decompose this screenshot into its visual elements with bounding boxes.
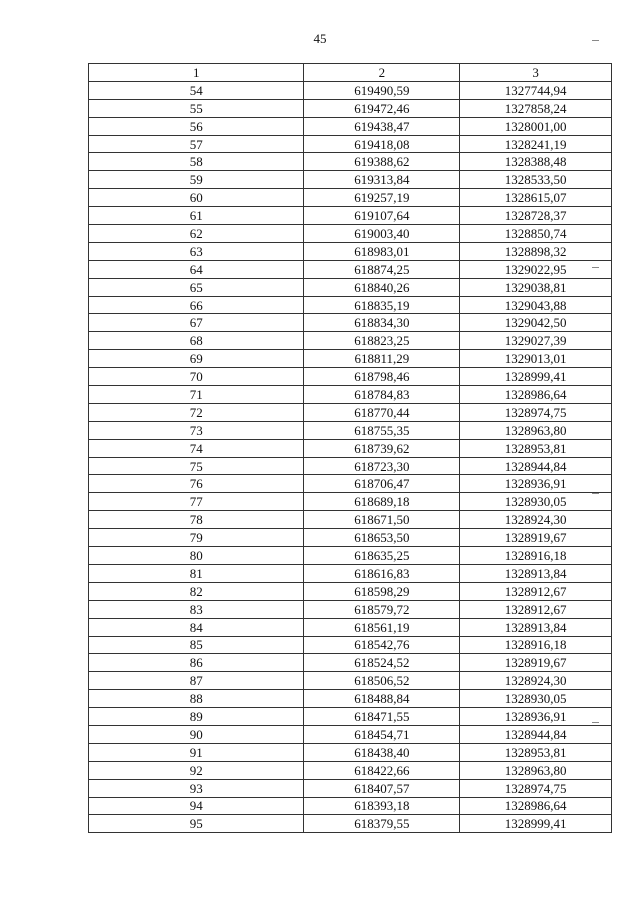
- y-coordinate-cell: 1328919,67: [460, 654, 612, 672]
- table-row: [89, 153, 612, 171]
- point-number-cell: 71: [89, 386, 304, 404]
- x-coordinate-cell: 618506,52: [304, 672, 460, 690]
- point-number-cell: 58: [89, 153, 304, 171]
- x-coordinate-cell: 618422,66: [304, 761, 460, 779]
- point-number-cell: 59: [89, 171, 304, 189]
- x-coordinate-cell: 618835,19: [304, 296, 460, 314]
- point-number-cell: 66: [89, 296, 304, 314]
- table-row: [89, 672, 612, 690]
- table-row: [89, 690, 612, 708]
- table-row: [89, 493, 612, 511]
- point-number-cell: 72: [89, 403, 304, 421]
- y-coordinate-cell: 1329013,01: [460, 350, 612, 368]
- table-row: [89, 332, 612, 350]
- table-row: [89, 117, 612, 135]
- x-coordinate-cell: 618616,83: [304, 564, 460, 582]
- table-row: [89, 725, 612, 743]
- y-coordinate-cell: 1328913,84: [460, 618, 612, 636]
- x-coordinate-cell: 619472,46: [304, 99, 460, 117]
- x-coordinate-cell: 618706,47: [304, 475, 460, 493]
- table-row: [89, 350, 612, 368]
- y-coordinate-cell: 1329022,95: [460, 260, 612, 278]
- y-coordinate-cell: 1328898,32: [460, 242, 612, 260]
- table-row: [89, 314, 612, 332]
- y-coordinate-cell: 1328912,67: [460, 600, 612, 618]
- y-coordinate-cell: 1328963,80: [460, 761, 612, 779]
- y-coordinate-cell: 1328850,74: [460, 225, 612, 243]
- y-coordinate-cell: 1328930,05: [460, 493, 612, 511]
- point-number-cell: 76: [89, 475, 304, 493]
- table-row: [89, 475, 612, 493]
- x-coordinate-cell: 618823,25: [304, 332, 460, 350]
- x-coordinate-cell: 618438,40: [304, 743, 460, 761]
- x-coordinate-cell: 618739,62: [304, 439, 460, 457]
- coordinates-table: [88, 63, 612, 833]
- point-number-cell: 91: [89, 743, 304, 761]
- column-header: 3: [460, 64, 612, 82]
- x-coordinate-cell: 618723,30: [304, 457, 460, 475]
- y-coordinate-cell: 1329038,81: [460, 278, 612, 296]
- y-coordinate-cell: 1328974,75: [460, 779, 612, 797]
- point-number-cell: 61: [89, 207, 304, 225]
- point-number-cell: 95: [89, 815, 304, 833]
- x-coordinate-cell: 618393,18: [304, 797, 460, 815]
- x-coordinate-cell: 619388,62: [304, 153, 460, 171]
- table-row: [89, 403, 612, 421]
- x-coordinate-cell: 618798,46: [304, 368, 460, 386]
- y-coordinate-cell: 1328924,30: [460, 672, 612, 690]
- point-number-cell: 94: [89, 797, 304, 815]
- table-row: [89, 81, 612, 99]
- table-row: [89, 99, 612, 117]
- y-coordinate-cell: 1328924,30: [460, 511, 612, 529]
- point-number-cell: 88: [89, 690, 304, 708]
- y-coordinate-cell: 1328953,81: [460, 439, 612, 457]
- point-number-cell: 85: [89, 636, 304, 654]
- point-number-cell: 73: [89, 421, 304, 439]
- table-row: [89, 421, 612, 439]
- table-row: [89, 582, 612, 600]
- x-coordinate-cell: 618471,55: [304, 708, 460, 726]
- y-coordinate-cell: 1328912,67: [460, 582, 612, 600]
- point-number-cell: 81: [89, 564, 304, 582]
- y-coordinate-cell: 1328533,50: [460, 171, 612, 189]
- x-coordinate-cell: 618379,55: [304, 815, 460, 833]
- y-coordinate-cell: 1328936,91: [460, 475, 612, 493]
- point-number-cell: 89: [89, 708, 304, 726]
- table-row: [89, 761, 612, 779]
- column-header: 2: [304, 64, 460, 82]
- point-number-cell: 62: [89, 225, 304, 243]
- table-row: [89, 779, 612, 797]
- point-number-cell: 77: [89, 493, 304, 511]
- table-row: [89, 260, 612, 278]
- point-number-cell: 92: [89, 761, 304, 779]
- x-coordinate-cell: 618770,44: [304, 403, 460, 421]
- x-coordinate-cell: 618834,30: [304, 314, 460, 332]
- table-row: [89, 278, 612, 296]
- point-number-cell: 93: [89, 779, 304, 797]
- x-coordinate-cell: 619438,47: [304, 117, 460, 135]
- x-coordinate-cell: 618561,19: [304, 618, 460, 636]
- y-coordinate-cell: 1329027,39: [460, 332, 612, 350]
- y-coordinate-cell: 1329042,50: [460, 314, 612, 332]
- table-row: [89, 654, 612, 672]
- x-coordinate-cell: 618579,72: [304, 600, 460, 618]
- y-coordinate-cell: 1327744,94: [460, 81, 612, 99]
- point-number-cell: 78: [89, 511, 304, 529]
- point-number-cell: 74: [89, 439, 304, 457]
- table-row: [89, 636, 612, 654]
- point-number-cell: 68: [89, 332, 304, 350]
- point-number-cell: 65: [89, 278, 304, 296]
- x-coordinate-cell: 618811,29: [304, 350, 460, 368]
- x-coordinate-cell: 619107,64: [304, 207, 460, 225]
- y-coordinate-cell: 1328001,00: [460, 117, 612, 135]
- table-row: [89, 225, 612, 243]
- point-number-cell: 82: [89, 582, 304, 600]
- x-coordinate-cell: 618689,18: [304, 493, 460, 511]
- table-row: [89, 135, 612, 153]
- x-coordinate-cell: 618653,50: [304, 529, 460, 547]
- column-header: 1: [89, 64, 304, 82]
- point-number-cell: 86: [89, 654, 304, 672]
- point-number-cell: 80: [89, 547, 304, 565]
- point-number-cell: 67: [89, 314, 304, 332]
- y-coordinate-cell: 1328974,75: [460, 403, 612, 421]
- table-row: [89, 439, 612, 457]
- table-row: [89, 296, 612, 314]
- y-coordinate-cell: 1328916,18: [460, 547, 612, 565]
- x-coordinate-cell: 619257,19: [304, 189, 460, 207]
- y-coordinate-cell: 1328986,64: [460, 797, 612, 815]
- y-coordinate-cell: 1329043,88: [460, 296, 612, 314]
- table-row: [89, 547, 612, 565]
- table-row: [89, 815, 612, 833]
- y-coordinate-cell: 1328919,67: [460, 529, 612, 547]
- x-coordinate-cell: 618874,25: [304, 260, 460, 278]
- x-coordinate-cell: 619313,84: [304, 171, 460, 189]
- table-row: [89, 708, 612, 726]
- y-coordinate-cell: 1328936,91: [460, 708, 612, 726]
- y-coordinate-cell: 1328728,37: [460, 207, 612, 225]
- x-coordinate-cell: 618524,52: [304, 654, 460, 672]
- table-row: [89, 386, 612, 404]
- x-coordinate-cell: 618454,71: [304, 725, 460, 743]
- point-number-cell: 63: [89, 242, 304, 260]
- y-coordinate-cell: 1328963,80: [460, 421, 612, 439]
- x-coordinate-cell: 618598,29: [304, 582, 460, 600]
- x-coordinate-cell: 618407,57: [304, 779, 460, 797]
- point-number-cell: 83: [89, 600, 304, 618]
- y-coordinate-cell: 1328388,48: [460, 153, 612, 171]
- y-coordinate-cell: 1327858,24: [460, 99, 612, 117]
- page-number: 45: [313, 31, 327, 46]
- point-number-cell: 69: [89, 350, 304, 368]
- y-coordinate-cell: 1328986,64: [460, 386, 612, 404]
- x-coordinate-cell: 618983,01: [304, 242, 460, 260]
- y-coordinate-cell: 1328913,84: [460, 564, 612, 582]
- table-row: [89, 618, 612, 636]
- x-coordinate-cell: 618671,50: [304, 511, 460, 529]
- table-row: [89, 189, 612, 207]
- x-coordinate-cell: 618840,26: [304, 278, 460, 296]
- x-coordinate-cell: 618755,35: [304, 421, 460, 439]
- point-number-cell: 87: [89, 672, 304, 690]
- point-number-cell: 56: [89, 117, 304, 135]
- point-number-cell: 54: [89, 81, 304, 99]
- table-row: [89, 242, 612, 260]
- y-coordinate-cell: 1328944,84: [460, 457, 612, 475]
- table-row: [89, 457, 612, 475]
- table-row: [89, 511, 612, 529]
- y-coordinate-cell: 1328930,05: [460, 690, 612, 708]
- point-number-cell: 90: [89, 725, 304, 743]
- table-row: [89, 207, 612, 225]
- point-number-cell: 64: [89, 260, 304, 278]
- x-coordinate-cell: 619418,08: [304, 135, 460, 153]
- y-coordinate-cell: 1328953,81: [460, 743, 612, 761]
- y-coordinate-cell: 1328999,41: [460, 368, 612, 386]
- y-coordinate-cell: 1328916,18: [460, 636, 612, 654]
- table-row: [89, 368, 612, 386]
- x-coordinate-cell: 618635,25: [304, 547, 460, 565]
- y-coordinate-cell: 1328241,19: [460, 135, 612, 153]
- x-coordinate-cell: 618784,83: [304, 386, 460, 404]
- x-coordinate-cell: 619490,59: [304, 81, 460, 99]
- x-coordinate-cell: 619003,40: [304, 225, 460, 243]
- table-row: [89, 797, 612, 815]
- point-number-cell: 75: [89, 457, 304, 475]
- table-header-row: [89, 64, 612, 82]
- x-coordinate-cell: 618542,76: [304, 636, 460, 654]
- table-row: [89, 600, 612, 618]
- point-number-cell: 57: [89, 135, 304, 153]
- y-coordinate-cell: 1328615,07: [460, 189, 612, 207]
- scan-mark: [592, 40, 599, 41]
- y-coordinate-cell: 1328999,41: [460, 815, 612, 833]
- point-number-cell: 79: [89, 529, 304, 547]
- point-number-cell: 70: [89, 368, 304, 386]
- point-number-cell: 55: [89, 99, 304, 117]
- table-row: [89, 743, 612, 761]
- point-number-cell: 60: [89, 189, 304, 207]
- table-row: [89, 529, 612, 547]
- y-coordinate-cell: 1328944,84: [460, 725, 612, 743]
- x-coordinate-cell: 618488,84: [304, 690, 460, 708]
- point-number-cell: 84: [89, 618, 304, 636]
- table-row: [89, 564, 612, 582]
- table-row: [89, 171, 612, 189]
